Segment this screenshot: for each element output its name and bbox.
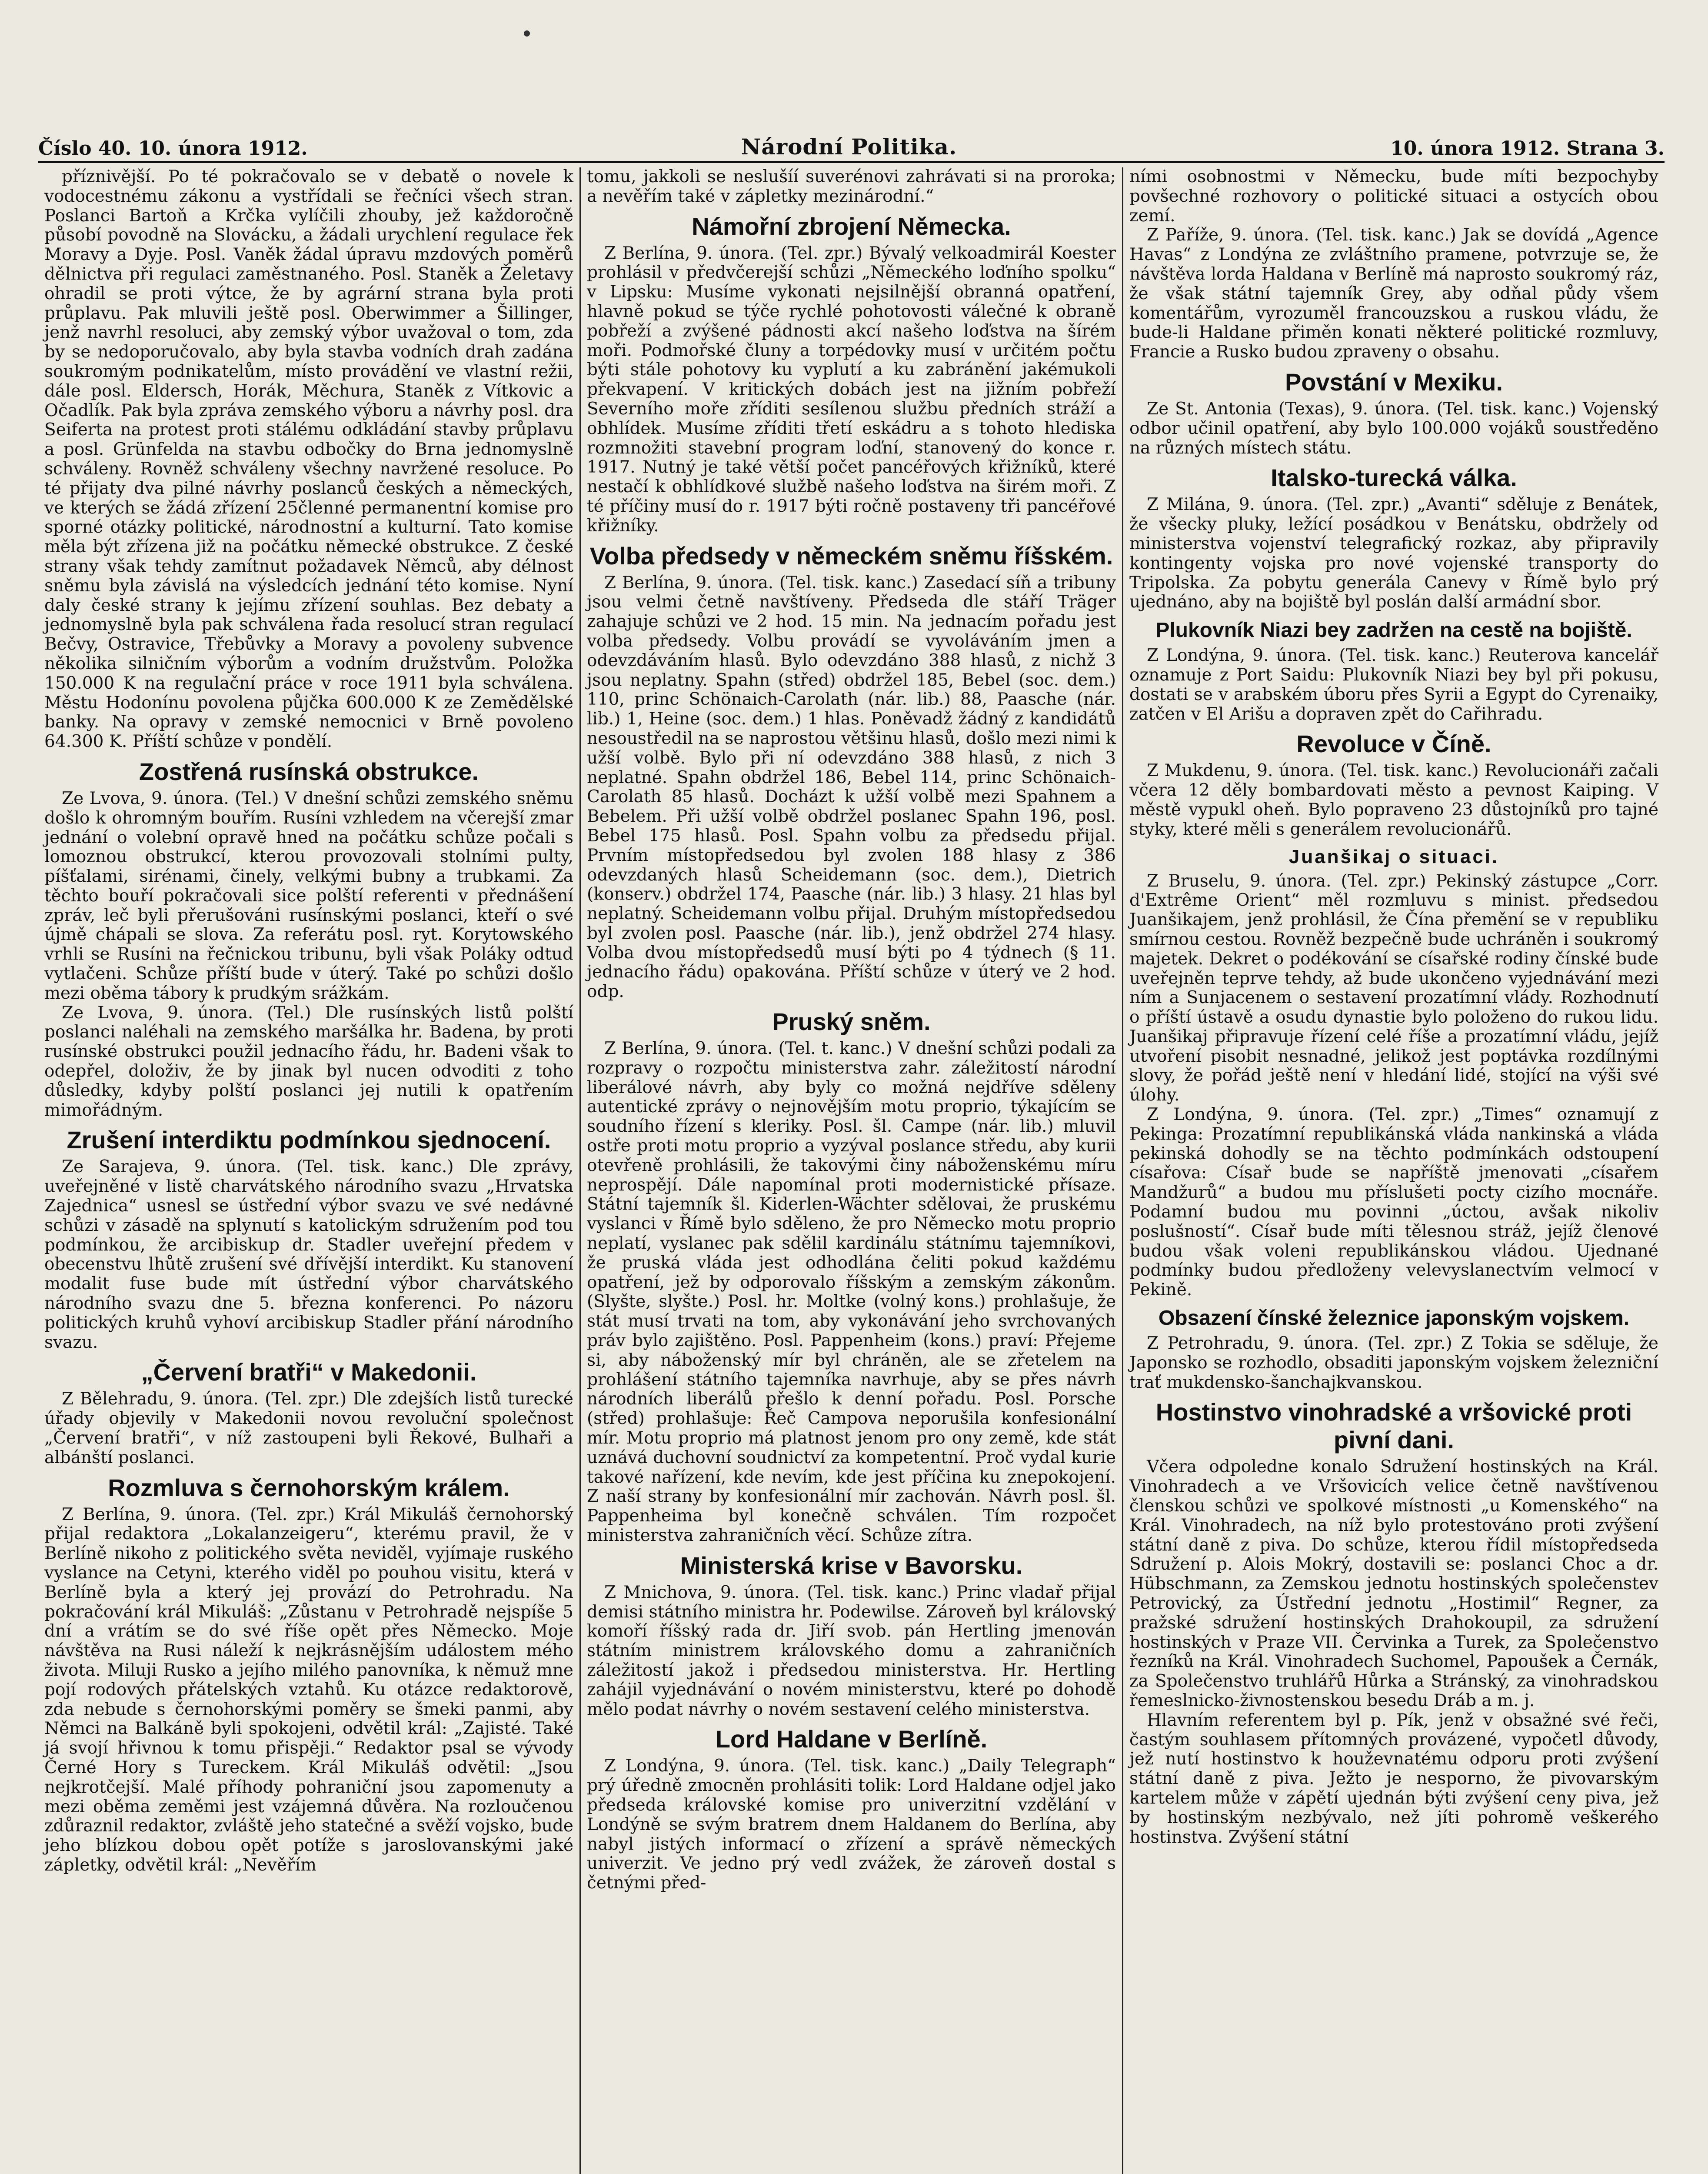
article-paragraph: Z Petrohradu, 9. února. (Tel. zpr.) Z Tokia se sděluje, že Japonsko se rozhodlo, obsaditi japonským vojskem železniční trať mukdensko-šanchajkvanskou. bbox=[1129, 1334, 1658, 1392]
article-paragraph: Ze Lvova, 9. února. (Tel.) Dle rusínských listů polští poslanci naléhali na zemského maršálka hr. Badena, by proti rusínské obstrukci použil jednacího řádu, hr. Badeni však to odepřel, doloživ, že by jinak byl nucen odvoditi z toho důsledky, kdyby polští poslanci jej nutili k opatřením mimořádným. bbox=[44, 1003, 573, 1120]
article-paragraph: Z Londýna, 9. února. (Tel. tisk. kanc.) Reuterova kancelář oznamuje z Port Saidu: Plukovník Niazi bey byl při pokusu, dostati se v arabském úboru přes Syrii a Egypt do Cyrenaiky, zatčen v El Arišu a dopraven zpět do Cařihradu. bbox=[1129, 646, 1658, 724]
article-paragraph: Z Milána, 9. února. (Tel. zpr.) „Avanti“ sděluje z Benátek, že všecky pluky, ležící posádkou v Benátsku, obdržely od ministerstva vojenství telegrafický rozkaz, aby připravily kontingenty vojska pro nové vojenské transporty do Tripolska. Za pobytu generála Canevy v Římě bylo prý ujednáno, aby na bojiště byl poslán další armádní sbor. bbox=[1129, 495, 1658, 612]
article-paragraph: Z Londýna, 9. února. (Tel. zpr.) „Times“ oznamují z Pekinga: Prozatímní republikánská vláda nankinská a vláda pekinská dohodly se na těchto podmínkách odstoupení císařova: Císař bude se napříště jmenovati „císařem Mandžurů“ a budou mu příslušeti pocty cizího mocnáře. Podamní budou mu povinni „úctou, avšak nikoliv poslušností“. Císař bude míti tělesnou stráž, jejíž členové budou však voleni republikánskou vládou. Ujednané podmínky budou předloženy velevyslanectvím velmocí v Pekině. bbox=[1129, 1105, 1658, 1300]
article-paragraph: Z Berlína, 9. února. (Tel. tisk. kanc.) Zasedací síň a tribuny jsou velmi četně navštíveny. Předseda dle stáří Träger zahajuje schůzi ve 2 hod. 15 min. Na jednacím pořadu jest volba předsedy. Volbu provádí se vyvoláváním jmen a odevzdáváním hlasů. Bylo odevzdáno 388 hlasů, z nichž 3 jsou neplatny. Spahn (střed) obdržel 185, Bebel (soc. dem.) 110, princ Schönaich-Carolath (nár. lib.) 88, Paasche (nár. lib.) 1, Heine (soc. dem.) 1 hlas. Poněvadž žádný z kandidátů nesoustředil na se naprostou většinu hlasů, došlo mezi nimi k užší volbě. Bylo při ní odevzdáno 388 hlasů, z nich 3 neplatné. Spahn obdržel 186, Bebel 114, princ Schönaich-Carolath 85 hlasů. Docházt k užší volbě mezi Spahnem a Bebelem. Při užší volbě obdržel poslanec Spahn 196, posl. Bebel 175 hlasů. Posl. Spahn volbu za předsedu přijal. Prvním místopředsedou byl zvolen 188 hlasy z 386 odevzdaných hlasů Scheidemann (soc. dem.), Dietrich (konserv.) obdržel 174, Paasche (nár. lib.) 3 hlasy. 21 hlas byl neplatný. Scheidemann volbu přijal. Druhým místopředsedou byl zvolen posl. Paasche (nár. lib.), jenž obdržel 274 hlasy. Volba dvou místopředsedů musí býti po 4 týdnech (§ 11. jednacího řádu) opakována. Příští schůze v úterý ve 2 hod. odp. bbox=[587, 573, 1116, 1002]
article-paragraph: Včera odpoledne konalo Sdružení hostinských na Král. Vinohradech a ve Vršovicích velice četně navštívenou členskou schůzi ve spolkové místnosti „u Komenského“ na Král. Vinohradech, na níž bylo protestováno proti zvýšení státní daně z piva. Do schůze, kterou řídil místopředseda Sdružení p. Alois Mokrý, dostavili se: poslanci Choc a dr. Hübschmann, za Zemskou jednotu hostinských společenstev Petrovický, za Ústřední jednotu „Hostimil“ Regner, za pražské sdružení hostinských Drahokoupil, za sdružení hostinských v Praze VII. Červinka a Turek, za Společenstvo řezníků na Král. Vinohradech Suchomel, Papoušek a Černák, za Společenstvo truhlářů Hůrka a Stránský, za vinohradskou řemeslnicko-živnostenskou besedu Dráb a m. j. bbox=[1129, 1457, 1658, 1711]
article-headline: Pruský sněm. bbox=[772, 1008, 931, 1036]
article-headline: Volba předsedy v německém sněmu říšském. bbox=[589, 542, 1113, 570]
article-headline: „Červení bratři“ v Makedonii. bbox=[141, 1358, 477, 1386]
column-3 bbox=[1122, 167, 1665, 2174]
article-paragraph: Z Londýna, 9. února. (Tel. tisk. kanc.) „Daily Telegraph“ prý úředně zmocněn prohlásiti tolik: Lord Haldane odjel jako předseda královské komise pro univerzitní vzdělání v Londýně se svým bratrem dnem Haldanem do Berlína, aby nabyl jistých informací o zřízení a správě německých univerzit. Ve jedno prý vedl zvážek, že zároveň dostal s četnými před- bbox=[587, 1756, 1116, 1893]
article-paragraph: Ze Lvova, 9. února. (Tel.) V dnešní schůzi zemského sněmu došlo k ohromným bouřím. Rusíni vzhledem na včerejší zmar jednání o volební opravě hned na počátku schůze počali s lomoznou obstrukcí, kterou provozovali stolními pulty, píšťalami, sirénami, činely, velkými bubny a trubkami. Za těchto bouří pokračovali sice polští referenti v přednášení zpráv, leč byli přerušováni rusínskými poslanci, kteří o své újmě chápali se slova. Za referátu posl. ryt. Korytowského vrhli se Rusíni na řečnickou tribunu, byli však Poláky odtud vytlačeni. Schůze příští bude v úterý. Také po schůzi došlo mezi oběma tábory k prudkým srážkám. bbox=[44, 788, 573, 1003]
article-paragraph: Z Mnichova, 9. února. (Tel. tisk. kanc.) Princ vladař přijal demisi státního ministra hr. Podewilse. Zároveň byl královský komoří říšský rada dr. Jiří svob. pán Hertling jmenován státním ministrem královského domu a zahraničních záležitostí jakož i předsedou ministerstva. Hr. Hertling zahájil vyjednávání o novém ministerstvu, které po dohodě mělo podat návrhy o novém sestavení celého ministerstva. bbox=[587, 1582, 1116, 1719]
article-paragraph: ními osobnostmi v Německu, bude míti bezpochyby povšechné rozhovory o politické situaci a ostycích obou zemí. bbox=[1129, 167, 1658, 226]
article-headline: Lord Haldane v Berlíně. bbox=[715, 1725, 988, 1753]
article-paragraph: Ze St. Antonia (Texas), 9. února. (Tel. tisk. kanc.) Vojenský odbor učinil opatření, aby bylo 100.000 vojáků soustředěno na různých místech státu. bbox=[1129, 399, 1658, 458]
article-headline: Zrušení interdiktu podmínkou sjednocení. bbox=[67, 1126, 551, 1154]
article-headline: Povstání v Mexiku. bbox=[1285, 368, 1503, 396]
column-2 bbox=[579, 167, 1122, 2174]
article-paragraph: příznivější. Po té pokračovalo se v debatě o novele k vodocestnému zákonu a vystřídali se řečníci všech stran. Poslanci Bartoň a Krčka vylíčili zhouby, jež každoročně působí povodně na Slovácku, a žádali urychlení regulace řek Moravy a Dyje. Posl. Vaněk žádal úpravu mzdových poměrů dělnictva při regulaci zaměstnaného. Posl. Staněk a Želetavy ohradil se proti výtce, že by agrární strana byla proti průplavu. Pak mluvili ještě posl. Oberwimmer a Šillinger, jenž navrhl resoluci, aby zemský výbor uvažoval o tom, zda by se nedoporučovalo, aby byla stavba vodních drah zadána soukromým podnikatelům, místo provádění ve vlastní režii, dále posl. Eldersch, Horák, Měchura, Staněk z Vítkovic a Očadlík. Pak byla zpráva zemského výboru a návrhy posl. dra Seiferta na protest proti stálému odkládání stavby průplavu a posl. Grünfelda na stavbu odbočky do Brna jednomyslně schváleny. Rovněž schváleny všechny navržené resoluce. Po té přijaty dva pilné návrhy poslanců českých a německých, ve kterých se žádá zřízení 25členné permanentní komise pro sporné otázky politické, národnostní a kulturní. Tato komise měla být zřízena již na počátku německé obstrukce. Z české strany však tehdy zamítnut požadavek Němců, aby délnost sněmu byla závislá na výsledcích jednání této komise. Nyní daly české strany k jejímu zřízení souhlas. Bez debaty a jednomyslně byla pak schválena řada resolucí stran regulací Bečvy, Ostravice, Třebůvky a Moravy a povoleny subvence několika silničním výborům a vodním družstvům. Položka 150.000 K na regulační práce v roce 1911 byla schválena. Městu Hodonínu povolena půjčka 600.000 K ze Zemědělské banky. Na opravy v zemské nemocnici v Brně povoleno 64.300 K. Příští schůze v pondělí. bbox=[44, 167, 573, 752]
article-paragraph: Z Bruselu, 9. února. (Tel. zpr.) Pekinský zástupce „Corr. d'Extrême Orient“ měl rozmluvu s minist. předsedou Juanšikajem, jenž prohlásil, že Čína přemění se v republiku smírnou cestou. Rovněž bezpečně bude uchráněn i soukromý majetek. Dekret o podékování se císařské rodiny čínské bude uveřejněn teprve tehdy, až bude ukončeno vyjednávání mezi ním a Sunjacenem o sestavení prozatímní vlády. Rozhodnutí o příští ústavě a osudu dynastie bylo položeno do rukou lidu. Juanšikaj připravuje řízení celé říše a prozatímní vládu, jejíž utvoření pisobit nesnadné, jelikož jest poptávka rozdílnými slovy, že pořád ještě není v hledání lidé, stojící na výši své úlohy. bbox=[1129, 871, 1658, 1105]
article-headline: Ministerská krise v Bavorsku. bbox=[680, 1551, 1023, 1579]
article-headline: Rozmluva s černohorským králem. bbox=[108, 1474, 510, 1501]
article-headline: Námořní zbrojení Německa. bbox=[692, 212, 1011, 240]
article-paragraph: Z Paříže, 9. února. (Tel. tisk. kanc.) Jak se dovídá „Agence Havas“ z Londýna ze zvláštního pramene, potvrzuje se, že návštěva lorda Haldana v Berlíně má naprosto soukromý ráz, že však státní tajemník Grey, aby odňal půdy všem komentářům, vyrozuměl francouzskou a ruskou vládu, že bude-li Haldane přiměn konati některé politické rozmluvy, Francie a Rusko budou zpraveny o obsahu. bbox=[1129, 225, 1658, 362]
article-headline: Hostinstvo vinohradské a vršovické proti pivní dani. bbox=[1155, 1398, 1632, 1454]
date-and-page: 10. února 1912. Strana 3. bbox=[1390, 137, 1665, 160]
page-speck bbox=[524, 30, 530, 37]
masthead-title: Národní Politika. bbox=[741, 134, 957, 160]
article-headline: Juanšikaj o situaci. bbox=[1288, 846, 1499, 867]
page-header bbox=[38, 118, 1665, 160]
article-paragraph: Hlavním referentem byl p. Pík, jenž v obsažné své řeči, častým souhlasem přítomných provázené, vypočetl důvody, jež nutí hostinstvo k houževnatému odporu proti zvýšení státní daně z piva. Ježto je nesporno, že pivovarským kartelem může v zápětí ujednán býti zvýšení ceny piva, jež by hostinským nezbývalo, než jíti pohromě veškerého hostinstva. Zvýšení státní bbox=[1129, 1710, 1658, 1847]
article-paragraph: Ze Sarajeva, 9. února. (Tel. tisk. kanc.) Dle zprávy, uveřejněné v listě charvátského národního svazu „Hrvatska Zajednica“ usnesl se ústřední výbor svazu ve své nedávné schůzi v zásadě na splynutí s katolickým sdružením pod tou podmínkou, že arcibiskup dr. Stadler uveřejní předem v obecenstvu lhůtě zrušení své dřívější interdikt. Ku stanovení modalit fuse bude mít ústřední výbor charvátského národního svazu dne 5. března konferenci. Po názoru politických kruhů vyhoví arcibiskup Stadler přání národního svazu. bbox=[44, 1157, 573, 1352]
header-rule bbox=[38, 161, 1665, 163]
column-1 bbox=[38, 167, 579, 2174]
article-headline: Zostřená rusínská obstrukce. bbox=[139, 757, 479, 785]
article-headline: Obsazení čínské železnice japonským vojskem. bbox=[1158, 1307, 1630, 1330]
article-paragraph: tomu, jakkoli se neslušíí suverénovi zahrávati si na proroka; a nevěřím také v zápletky mezinárodní.“ bbox=[587, 167, 1116, 206]
columns bbox=[38, 167, 1665, 2174]
article-headline: Italsko-turecká válka. bbox=[1271, 464, 1517, 492]
issue-number: Číslo 40. 10. února 1912. bbox=[38, 137, 308, 160]
article-paragraph: Z Mukdenu, 9. února. (Tel. tisk. kanc.) Revolucionáři začali včera 12 děly bombardovati město a pevnost Kaiping. V městě vypukl oheň. Bylo popraveno 23 důstojníků pro tajné styky, které měli s generálem revolucionářů. bbox=[1129, 761, 1658, 839]
article-headline: Plukovník Niazi bey zadržen na cestě na bojiště. bbox=[1155, 619, 1632, 642]
article-paragraph: Z Berlína, 9. února. (Tel. t. kanc.) V dnešní schůzi podali za rozpravy o rozpočtu ministerstva zahr. záležitostí národní liberálové návrh, aby byly co možná nejdříve sděleny autentické zprávy o nejnovějším motu proprio, týkajícím se soudního řízení s kleriky. Posl. šl. Campe (nár. lib.) mluvil ostře proti motu proprio a vyzýval poslance středu, aby kurii otevřeně prohlásili, že takovými činy náboženskému míru neprospějí. Dále napomínal proti modernistické přísaze. Státní tajemník šl. Kiderlen-Wächter sdělovai, že pruskému vyslanci v Římě bylo sděleno, že pro Německo motu proprio neplatí, vyslanec pak sdělil kardinálu státnímu tajemníkovi, že pruská vláda jest odhodlána čeliti pokud každému opatření, jež by odporovalo říšským a zemským zákonům. (Slyšte, slyšte.) Posl. hr. Moltke (volný kons.) prohlašuje, že stát musí trvati na tom, aby vykonávání jeho svrchovaných práv bylo zajištěno. Posl. Pappenheim (kons.) praví: Přejeme si, aby náboženský mír byl chráněn, ale se zřetelem na prohlášení státního tajemníka navrhuje, aby se přes návrh národních liberálů přešlo k denní pořadu. Posl. Porsche (střed) prohlašuje: Řeč Campova neporušila konfesionální mír. Motu proprio má platnost jenom pro ony země, kde stát uznává duchovní soudnictví za kompetentní. Proč vydal kurie takové nařízení, kde nevím, kde jest příčina ku znepokojení. Z naší strany by konfesionální mír zachován. Návrh posl. šl. Pappenheima byl konečně schválen. Tím rozpočet ministerstva zahraničních věcí. Schůze zítra. bbox=[587, 1039, 1116, 1545]
article-paragraph: Z Berlína, 9. února. (Tel. zpr.) Bývalý velkoadmirál Koester prohlásil v předvčerejší schůzi „Německého loďního spolku“ v Lipsku: Musíme vykonati nejsilnější obranná opatření, hlavně pokud se týče rychlé pohotovosti válečné k obraně pobřeží a zvýšené pádnosti akcí našeho loďstva na šírém moři. Podmořské čluny a torpédovky musí v určitém počtu býti stále pohotovy ku vyplutí a ku zabránění jakémukoli překvapení. V kritických dobách jest na jižním pobřeží Severního moře zříditi sesílenou službu předních stráží a obhlídek. Musíme zříditi třetí eskádru a s tohoto hlediska rozmnožiti stavební program loďní, stanovený do konce r. 1917. Nutný je také větší počet pancéřových křižníků, které nestačí k obhlídkové službě našeho loďstva na širém moři. Z té příčiny musí do r. 1917 býti ročně postaveny tři pancéřové křižníky. bbox=[587, 243, 1116, 536]
article-paragraph: Z Bělehradu, 9. února. (Tel. zpr.) Dle zdejších listů turecké úřady objevily v Makedonii novou revoluční společnost „Červení bratři“, v níž zastoupeni byli Řekové, Bulhaři a albánští poslanci. bbox=[44, 1389, 573, 1467]
article-headline: Revoluce v Číně. bbox=[1296, 730, 1492, 758]
article-paragraph: Z Berlína, 9. února. (Tel. zpr.) Král Mikuláš černohorský přijal redaktora „Lokalanzeigeru“, kterému pravil, že v Berlíně nikoho z politického světa neviděl, vyjímaje ruského vyslance na Cetyni, kterého viděl po pouhou visitu, která v Berlíně byla a který jej provází do Petrohradu. Na pokračování král Mikuláš: „Zůstanu v Petrohradě nejspíše 5 dní a vrátím se do své říše opět přes Německo. Moje návštěva na Rusi náleží k nejkrásnějším událostem mého života. Miluji Rusko a jejího milého panovníka, k němuž mne pojí rodových přátelských vztahů. Ku otázce redaktorově, zda nebude s černohorskými poměry se šmeki panmi, aby Němci na Balkáně byli spokojeni, odvětil král: „Zajisté. Také já svojí hřivnou k tomu přispěji.“ Redaktor psal se vývody Černé Hory s Tureckem. Král Mikuláš odvětil: „Jsou nejkrotčejší. Malé příhody pohraniční jsou zapomenuty a mezi oběma zeměmi jest vzájemná důvěra. Na rozloučenou zdůraznil redaktor, zvláště jeho statečné a svěží vojsko, bude jeho blízkou dobou opět potíže s jaroslovanskými jaké zápletky, odvětil král: „Nevěřím bbox=[44, 1504, 573, 1875]
